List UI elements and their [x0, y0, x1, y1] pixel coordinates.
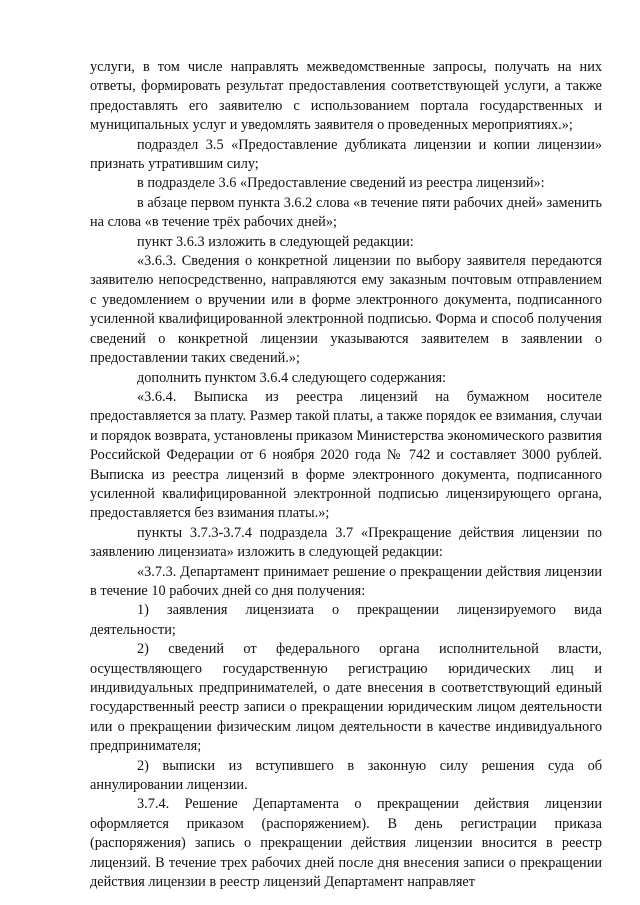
paragraph-subsection-3-5: подраздел 3.5 «Предоставление дубликата лицензии и копии лицензии» признать утратившим силу; — [90, 136, 602, 173]
paragraph-item-3-6-2: в абзаце первом пункта 3.6.2 слова «в течение пяти рабочих дней» заменить на слова «в течение трёх рабочих дней»; — [90, 194, 602, 231]
paragraph-list-item-1: 1) заявления лицензиата о прекращении лицензируемого вида деятельности; — [90, 602, 602, 638]
paragraph-continuation: услуги, в том числе направлять межведомственные запросы, получать на них ответы, формировать результат предоставления соответствующей услуги, а также предоставлять его заявителю с использованием портала государственных и муниципальных услуг и уведомлять заявителя о проведенных мероприятиях.»; — [90, 59, 602, 134]
paragraph-subsection-3-6: в подразделе 3.6 «Предоставление сведений из реестра лицензий»: — [137, 175, 545, 192]
paragraph-list-item-2: 2) сведений от федерального органа исполнительной власти, осуществляющего государственную регистрацию юридических лиц и индивидуальных предпринимателей, о дате внесения в соответствующий единый государственный реестр записи о прекращении юридическим лицом деятельности или о прекращении физическим лицом деятельности в качестве индивидуального предпринимателя; — [90, 641, 602, 755]
paragraph-items-3-7-3-3-7-4-intro: пункты 3.7.3-3.7.4 подраздела 3.7 «Прекращение действия лицензии по заявлению лицензиата» изложить в следующей редакции: — [90, 524, 602, 561]
paragraph-item-3-6-4-intro: дополнить пунктом 3.6.4 следующего содержания: — [137, 369, 446, 386]
paragraph-item-3-6-3: «3.6.3. Сведения о конкретной лицензии по выбору заявителя передаются заявителю непосредственно, направляются ему заказным почтовым отправлением с уведомлением о вручении или в форме электронного документа, подписанного усиленной квалифицированной электронной подписью. Форма и способ получения сведений о конкретной лицензии указываются заявителем в заявлении о предоставлении таких сведений.»; — [90, 253, 602, 367]
document-page — [90, 58, 602, 892]
paragraph-item-3-6-4: «3.6.4. Выписка из реестра лицензий на бумажном носителе предоставляется за плату. Размер такой платы, а также порядок ее взимания, случаи и порядок возврата, установлены приказом Министерства экономического развития Российской Федерации от 6 ноября 2020 года № 742 и составляет 3000 рублей. Выписка из реестра лицензий в форме электронного документа, подписанного усиленной квалифицированной электронной подписью лицензирующего органа, предоставляется без взимания платы.»; — [90, 388, 602, 522]
paragraph-item-3-7-4: 3.7.4. Решение Департамента о прекращении действия лицензии оформляется приказом (распоряжением). В день регистрации приказа (распоряжения) запись о прекращении действия лицензии вносится в реестр лицензий. В течение трех рабочих дней после дня внесения записи о прекращении действия лицензии в реестр лицензий Департамент направляет — [90, 796, 602, 891]
paragraph-item-3-7-3: «3.7.3. Департамент принимает решение о прекращении действия лицензии в течение 10 рабочих дней со дня получения: — [90, 563, 602, 599]
paragraph-list-item-3: 2) выписки из вступившего в законную силу решения суда об аннулировании лицензии. — [90, 757, 602, 794]
paragraph-item-3-6-3-intro: пункт 3.6.3 изложить в следующей редакции: — [137, 233, 414, 250]
